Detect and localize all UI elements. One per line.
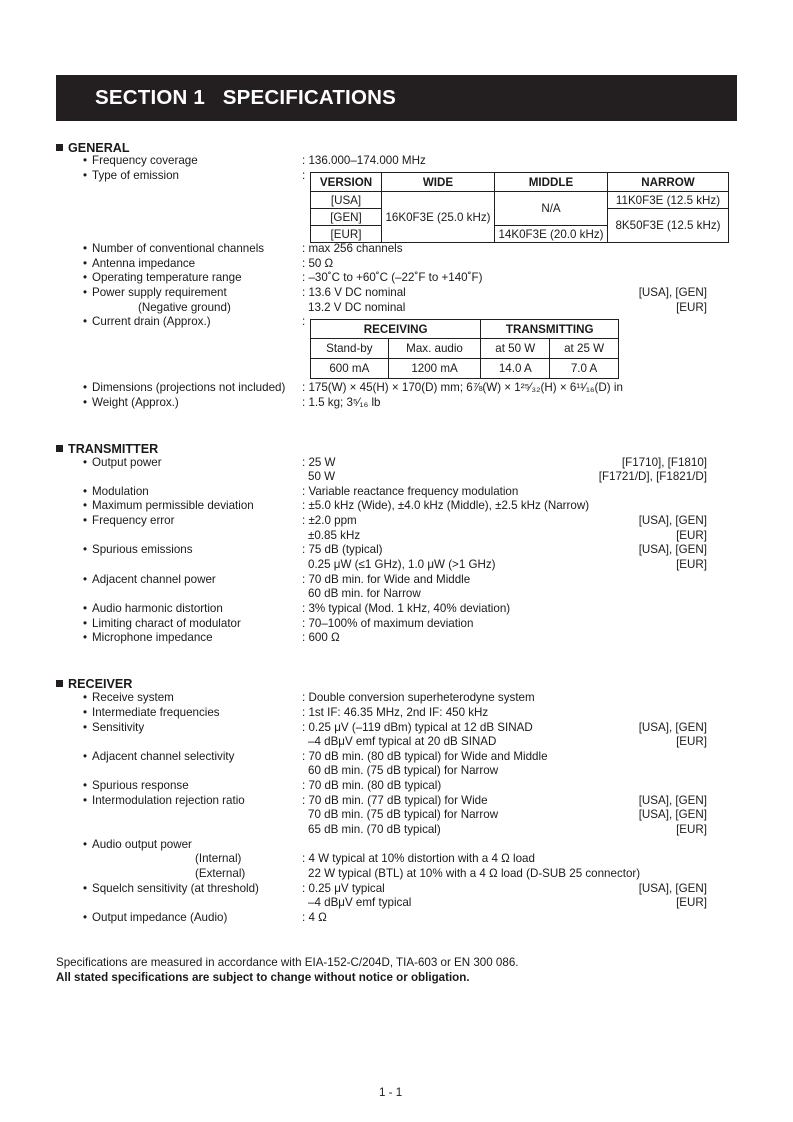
spec-value: : 4 W typical at 10% distortion with a 4 Ω load (302, 852, 535, 865)
spec-label: • Limiting charact of modulator (83, 617, 241, 630)
spec-value: : 70 dB min. (80 dB typical) for Wide and Middle (302, 750, 548, 763)
spec-value: : Variable reactance frequency modulation (302, 485, 519, 498)
table-cell: [USA] (311, 192, 382, 209)
table-header: RECEIVING (311, 320, 481, 339)
region-tag: [EUR] (676, 823, 707, 836)
region-tag: [USA], [GEN] (638, 882, 707, 895)
spec-value: : 0.25 μV (–119 dBm) typical at 12 dB SINAD (302, 721, 533, 734)
region-tag: [USA], [GEN] (638, 794, 707, 807)
spec-value: : 3% typical (Mod. 1 kHz, 40% deviation) (302, 602, 511, 615)
spec-value: : 75 dB (typical) (302, 543, 383, 556)
spec-label: • Squelch sensitivity (at threshold) (83, 882, 259, 895)
spec-value: : max 256 channels (302, 242, 403, 255)
region-tag: [USA], [GEN] (638, 543, 707, 556)
emission-table (310, 172, 729, 243)
section-title: SECTION 1 SPECIFICATIONS (95, 86, 396, 109)
table-cell: [EUR] (311, 226, 382, 243)
spec-value: : (302, 169, 306, 182)
spec-value: 13.2 V DC nominal (308, 301, 406, 314)
spec-label: • Intermodulation rejection ratio (83, 794, 245, 807)
spec-value: : 13.6 V DC nominal (302, 286, 406, 299)
spec-label: • Audio harmonic distortion (83, 602, 223, 615)
spec-value: 60 dB min. for Narrow (308, 587, 421, 600)
spec-label: • Adjacent channel power (83, 573, 216, 586)
spec-label: • Type of emission (83, 169, 179, 182)
table-cell: 8K50F3E (12.5 kHz) (608, 209, 729, 243)
table-header: TRANSMITTING (481, 320, 619, 339)
spec-label: • Receive system (83, 691, 174, 704)
transmitter-heading: TRANSMITTER (56, 442, 158, 457)
spec-label: • Modulation (83, 485, 149, 498)
table-cell: at 50 W (481, 339, 550, 359)
receiver-heading: RECEIVER (56, 677, 132, 692)
region-tag: [USA], [GEN] (638, 808, 707, 821)
table-header: VERSION (311, 173, 382, 192)
spec-value: : 1.5 kg; 3⁵⁄₁₆ lb (302, 396, 381, 409)
square-bullet-icon (56, 680, 63, 687)
spec-label: • Audio output power (83, 838, 192, 851)
table-header: WIDE (382, 173, 495, 192)
spec-value: : 25 W (302, 456, 336, 469)
spec-value: : 50 Ω (302, 257, 334, 270)
table-cell: 7.0 A (550, 359, 619, 379)
spec-label: • Output power (83, 456, 162, 469)
spec-value: : ±2.0 ppm (302, 514, 357, 527)
region-tag: [F1710], [F1810] (621, 456, 707, 469)
region-tag: [EUR] (676, 896, 707, 909)
spec-value: 0.25 μW (≤1 GHz), 1.0 μW (>1 GHz) (308, 558, 496, 571)
region-tag: [EUR] (676, 301, 707, 314)
spec-sublabel: (External) (195, 867, 246, 880)
spec-label: • Microphone impedance (83, 631, 213, 644)
region-tag: [USA], [GEN] (638, 514, 707, 527)
spec-label: • Spurious response (83, 779, 189, 792)
current-drain-table (310, 319, 619, 379)
measurement-note: Specifications are measured in accordance with EIA-152-C/204D, TIA-603 or EN 300 086. (56, 956, 519, 969)
spec-value: 70 dB min. (75 dB typical) for Narrow (308, 808, 499, 821)
spec-value: : ±5.0 kHz (Wide), ±4.0 kHz (Middle), ±2.5 kHz (Narrow) (302, 499, 590, 512)
region-tag: [EUR] (676, 735, 707, 748)
spec-label: • Operating temperature range (83, 271, 242, 284)
table-cell: 14.0 A (481, 359, 550, 379)
spec-label: • Intermediate frequencies (83, 706, 220, 719)
region-tag: [EUR] (676, 529, 707, 542)
spec-value: –4 dBμV emf typical at 20 dB SINAD (308, 735, 497, 748)
spec-value: 65 dB min. (70 dB typical) (308, 823, 441, 836)
square-bullet-icon (56, 445, 63, 452)
table-cell: N/A (495, 192, 608, 226)
spec-label: • Dimensions (projections not included) (83, 381, 286, 394)
spec-value: : (302, 315, 306, 328)
spec-value: ±0.85 kHz (308, 529, 361, 542)
spec-sublabel: (Internal) (195, 852, 242, 865)
table-cell: 14K0F3E (20.0 kHz) (495, 226, 608, 243)
spec-value: : 70–100% of maximum deviation (302, 617, 474, 630)
table-cell: 600 mA (311, 359, 389, 379)
region-tag: [EUR] (676, 558, 707, 571)
spec-label: • Frequency coverage (83, 154, 198, 167)
spec-label: • Weight (Approx.) (83, 396, 179, 409)
table-cell: 16K0F3E (25.0 kHz) (382, 192, 495, 243)
table-header: NARROW (608, 173, 729, 192)
table-cell: Max. audio (388, 339, 481, 359)
spec-label: • Number of conventional channels (83, 242, 265, 255)
spec-value: : 136.000–174.000 MHz (302, 154, 426, 167)
spec-value: : 600 Ω (302, 631, 340, 644)
table-cell: 1200 mA (388, 359, 481, 379)
spec-value: 60 dB min. (75 dB typical) for Narrow (308, 764, 499, 777)
spec-value: : 0.25 μV typical (302, 882, 385, 895)
spec-value: –4 dBμV emf typical (308, 896, 412, 909)
spec-label: • Frequency error (83, 514, 175, 527)
disclaimer-note: All stated specifications are subject to change without notice or obligation. (56, 971, 470, 984)
general-heading: GENERAL (56, 141, 130, 156)
table-header: MIDDLE (495, 173, 608, 192)
table-cell: [GEN] (311, 209, 382, 226)
spec-label: • Sensitivity (83, 721, 145, 734)
spec-value: : 70 dB min. (77 dB typical) for Wide (302, 794, 488, 807)
spec-value: 22 W typical (BTL) at 10% with a 4 Ω load (D-SUB 25 connector) (308, 867, 641, 880)
region-tag: [USA], [GEN] (638, 286, 707, 299)
spec-value: : 175(W) × 45(H) × 170(D) mm; 6⅞(W) × 1²⁵⁄₃₂(H) × 6¹¹⁄₁₆(D) in (302, 381, 623, 394)
spec-label: • Output impedance (Audio) (83, 911, 228, 924)
spec-label: • Antenna impedance (83, 257, 196, 270)
spec-label: • Power supply requirement (83, 286, 227, 299)
spec-label: • Current drain (Approx.) (83, 315, 211, 328)
spec-label: • Adjacent channel selectivity (83, 750, 235, 763)
spec-value: : 70 dB min. (80 dB typical) (302, 779, 442, 792)
table-cell: Stand-by (311, 339, 389, 359)
spec-label: • Maximum permissible deviation (83, 499, 254, 512)
spec-value: 50 W (308, 470, 336, 483)
section-banner (56, 75, 737, 121)
square-bullet-icon (56, 144, 63, 151)
spec-value: : 70 dB min. for Wide and Middle (302, 573, 471, 586)
spec-value: : 1st IF: 46.35 MHz, 2nd IF: 450 kHz (302, 706, 489, 719)
table-cell: 11K0F3E (12.5 kHz) (608, 192, 729, 209)
region-tag: [F1721/D], [F1821/D] (598, 470, 707, 483)
spec-label: • Spurious emissions (83, 543, 193, 556)
spec-value: : –30˚C to +60˚C (–22˚F to +140˚F) (302, 271, 483, 284)
spec-value: : 4 Ω (302, 911, 327, 924)
table-cell: at 25 W (550, 339, 619, 359)
spec-sublabel: (Negative ground) (138, 301, 231, 314)
region-tag: [USA], [GEN] (638, 721, 707, 734)
page-number: 1 - 1 (379, 1086, 403, 1099)
spec-value: : Double conversion superheterodyne system (302, 691, 535, 704)
